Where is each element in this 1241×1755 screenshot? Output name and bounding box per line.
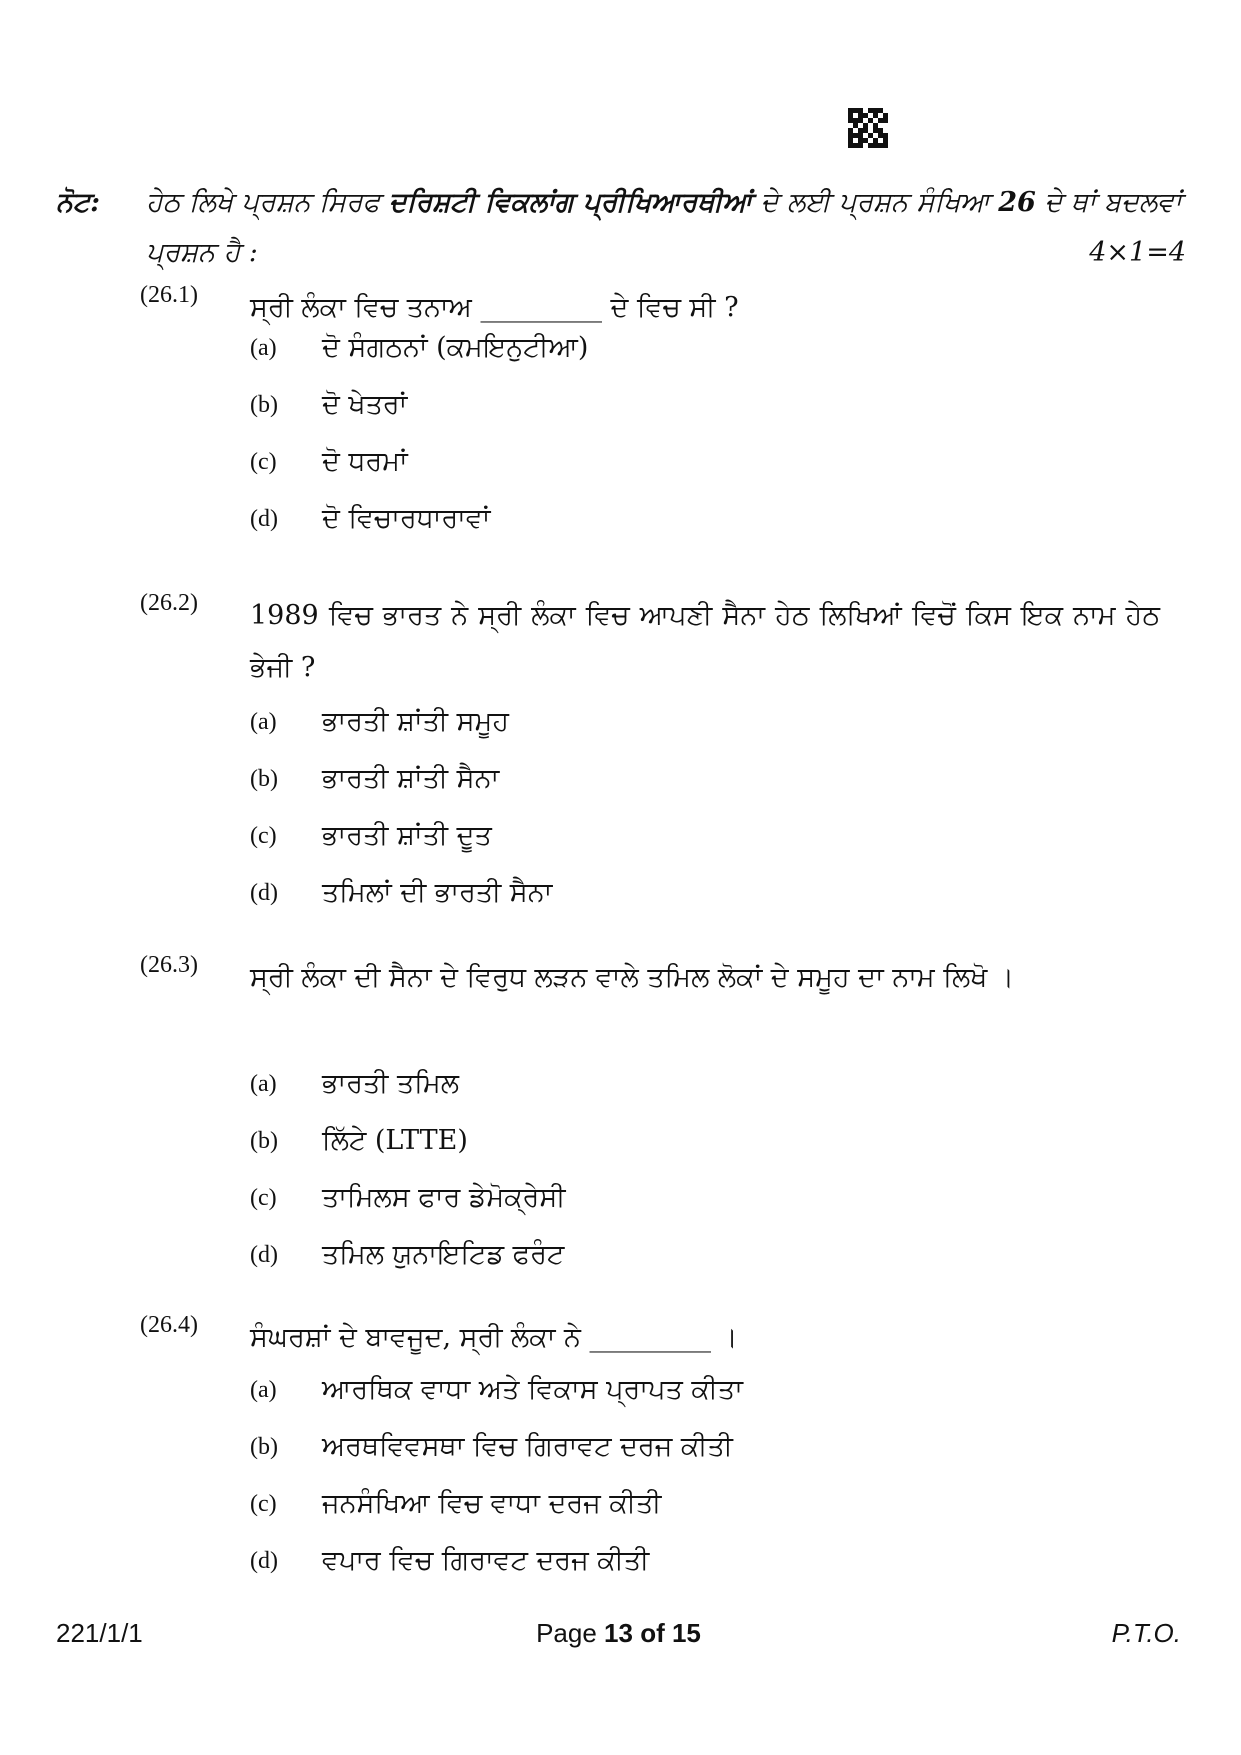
option-letter: (a) <box>250 1071 277 1097</box>
question-number: (26.2) <box>140 590 198 616</box>
option-text: ਤਾਮਿਲਸ ਫਾਰ ਡੇਮੋਕ੍ਰੇਸੀ <box>322 1182 566 1213</box>
paper-code: 221/1/1 <box>56 1618 143 1648</box>
question-text: ਸੰਘਰਸ਼ਾਂ ਦੇ ਬਾਵਜੂਦ, ਸ੍ਰੀ ਲੰਕਾ ਨੇ _________ । <box>250 1322 738 1353</box>
option-letter: (a) <box>250 1377 277 1403</box>
page-indicator <box>56 1618 1181 1649</box>
page-footer <box>56 1618 1181 1658</box>
option-letter: (c) <box>250 1185 277 1211</box>
option-letter: (b) <box>250 766 278 792</box>
option-text: ਆਰਥਿਕ ਵਾਧਾ ਅਤੇ ਵਿਕਾਸ ਪ੍ਰਾਪਤ ਕੀਤਾ <box>322 1374 743 1405</box>
option-letter: (c) <box>250 449 277 475</box>
option-letter: (c) <box>250 823 277 849</box>
option-letter: (b) <box>250 392 278 418</box>
option-letter: (d) <box>250 880 278 906</box>
note-text-emphasis: ਦਰਿਸ਼ਟੀ ਵਿਕਲਾਂਗ ਪ੍ਰੀਖਿਆਰਥੀਆਂ <box>388 187 752 218</box>
question-number: (26.3) <box>140 952 198 978</box>
note-question-number: 26 <box>998 187 1036 218</box>
option-letter: (d) <box>250 1242 278 1268</box>
option-text: ਦੋ ਧਰਮਾਂ <box>322 446 408 477</box>
note-label: ਨੋਟ: <box>56 187 101 218</box>
option-letter: (a) <box>250 335 277 361</box>
option-text: ਲਿੱਟੇ (LTTE) <box>322 1125 468 1156</box>
pto-label: P.T.O. <box>1111 1618 1181 1648</box>
marks-allocation: 4×1=4 <box>1089 237 1186 268</box>
option-letter: (a) <box>250 709 277 735</box>
option-text: ਵਪਾਰ ਵਿਚ ਗਿਰਾਵਟ ਦਰਜ ਕੀਤੀ <box>322 1545 650 1576</box>
page-current: 13 <box>604 1618 633 1648</box>
page-total: 15 <box>671 1618 701 1648</box>
option-text: ਤਮਿਲ ਯੁਨਾਇਟਿਡ ਫਰੰਟ <box>322 1239 565 1270</box>
qr-code <box>848 108 888 148</box>
note-text <box>146 178 1186 278</box>
option-letter: (c) <box>250 1491 277 1517</box>
question-number: (26.1) <box>140 282 198 308</box>
option-text: ਭਾਰਤੀ ਸ਼ਾਂਤੀ ਸਮੂਹ <box>322 706 509 737</box>
option-text: ਭਾਰਤੀ ਸ਼ਾਂਤੀ ਸੈਨਾ <box>322 763 500 794</box>
note-text-end: ਦੇ ਥਾਂ ਬਦਲਵਾਂ ਪ੍ਰਸ਼ਨ ਹੈ : <box>146 187 1182 268</box>
note-text-middle: ਦੇ ਲਈ ਪ੍ਰਸ਼ਨ ਸੰਖਿਆ <box>751 187 999 218</box>
note-text-start: ਹੇਠ ਲਿਖੇ ਪ੍ਰਸ਼ਨ ਸਿਰਫ <box>146 187 389 218</box>
page-prefix: Page <box>536 1618 605 1648</box>
question-number: (26.4) <box>140 1312 198 1338</box>
option-text: ਅਰਥਵਿਵਸਥਾ ਵਿਚ ਗਿਰਾਵਟ ਦਰਜ ਕੀਤੀ <box>322 1431 733 1462</box>
option-text: ਦੋ ਵਿਚਾਰਧਾਰਾਵਾਂ <box>322 503 491 534</box>
page-of: of <box>632 1618 672 1648</box>
option-text: ਦੋ ਸੰਗਠਨਾਂ (ਕਮਇਨੁਟੀਆ) <box>322 332 589 363</box>
question-text: 1989 ਵਿਚ ਭਾਰਤ ਨੇ ਸ੍ਰੀ ਲੰਕਾ ਵਿਚ ਆਪਣੀ ਸੈਨਾ ਹੇਠ ਲਿਖਿਆਂ ਵਿਚੋਂ ਕਿਸ ਇਕ ਨਾਮ ਹੇਠ ਭੇਜੀ ? <box>250 600 1160 683</box>
option-letter: (b) <box>250 1128 278 1154</box>
option-text: ਭਾਰਤੀ ਸ਼ਾਂਤੀ ਦੂਤ <box>322 820 492 851</box>
option-letter: (b) <box>250 1434 278 1460</box>
question-text: ਸ੍ਰੀ ਲੰਕਾ ਵਿਚ ਤਨਾਅ _________ ਦੇ ਵਿਚ ਸੀ ? <box>250 292 739 323</box>
option-text: ਭਾਰਤੀ ਤਮਿਲ <box>322 1068 459 1099</box>
option-text: ਦੋ ਖੇਤਰਾਂ <box>322 389 408 420</box>
option-letter: (d) <box>250 506 278 532</box>
question-text: ਸ੍ਰੀ ਲੰਕਾ ਦੀ ਸੈਨਾ ਦੇ ਵਿਰੁਧ ਲੜਨ ਵਾਲੇ ਤਮਿਲ ਲੋਕਾਂ ਦੇ ਸਮੂਹ ਦਾ ਨਾਮ ਲਿਖੋ । <box>250 962 1015 993</box>
option-text: ਜਨਸੰਖਿਆ ਵਿਚ ਵਾਧਾ ਦਰਜ ਕੀਤੀ <box>322 1488 662 1519</box>
option-text: ਤਮਿਲਾਂ ਦੀ ਭਾਰਤੀ ਸੈਨਾ <box>322 877 553 908</box>
option-letter: (d) <box>250 1548 278 1574</box>
